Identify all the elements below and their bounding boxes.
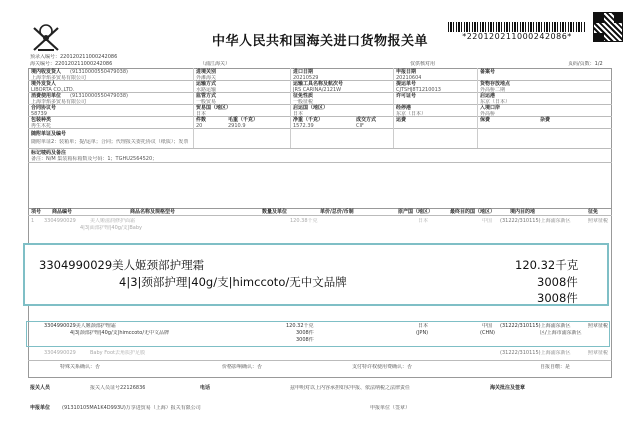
customs-emblem-icon bbox=[28, 20, 64, 56]
legal-statement: 兹申明对以上内容承担如实申报、依法纳税之法律责任 bbox=[290, 385, 411, 391]
col-item-no: 项号 bbox=[31, 209, 42, 215]
row4-name: Baby Foot去角质护足膜 bbox=[90, 350, 145, 356]
license-label: 许可证号 bbox=[396, 93, 417, 99]
agent-value: (91310105MA1K4D993U)万享进贸易（上海）报关有限公司 bbox=[62, 405, 201, 411]
supervision-label: 监管方式 bbox=[196, 93, 217, 99]
customs-note-label: 海关批注及签章 bbox=[490, 385, 526, 391]
row1-name: 美人姬滋润修护面霜 bbox=[90, 218, 136, 224]
customs-entry-number: 海关编号：220120211000242086 bbox=[30, 61, 113, 67]
declare-date-value: 20210604 bbox=[396, 75, 422, 81]
entry-port-value: 外高桥 bbox=[480, 111, 496, 117]
hl-origin: 日本 bbox=[418, 323, 429, 329]
levy-label: 征免性质 bbox=[293, 93, 314, 99]
consumer-code: (91310000550479038) bbox=[70, 93, 128, 99]
row4-district: (31222/310115)上海浦东新区 bbox=[500, 350, 571, 356]
zoom-net-weight: 120.32千克 bbox=[515, 258, 579, 272]
declarer-label: 报关人员 bbox=[30, 385, 51, 391]
row1-code: 3304990029 bbox=[44, 218, 76, 224]
import-date-value: 20210529 bbox=[293, 75, 319, 81]
report-tag: 仅供核对用 bbox=[410, 61, 436, 67]
declare-date-label: 申报日期 bbox=[396, 69, 417, 75]
customs-port: （浦江海关） bbox=[200, 61, 231, 67]
col-district: 境内目的地 bbox=[510, 209, 536, 215]
document-title: 中华人民共和国海关进口货物报关单 bbox=[212, 34, 429, 49]
consignee-label: 境内收发货人 bbox=[31, 69, 62, 75]
hl-qty-3: 3008件 bbox=[296, 337, 314, 343]
row1-dest: 中国 bbox=[482, 218, 493, 224]
gross-value: 2910.9 bbox=[228, 123, 246, 129]
row1-district: (31222/310115)上海浦东新区 bbox=[500, 218, 571, 224]
col-levy: 征免 bbox=[588, 209, 599, 215]
row1-origin: 日本 bbox=[418, 218, 429, 224]
consignee-name: 上海李焰多贸易有限公司 bbox=[31, 75, 87, 81]
col-hs-code: 商品编号 bbox=[52, 209, 73, 215]
pieces-value: 20 bbox=[196, 123, 203, 129]
storage-value: 外高桥二期 bbox=[480, 87, 506, 93]
marks-label: 标记唛码及备注 bbox=[31, 150, 67, 156]
vessel-label: 运输工具名称及航次号 bbox=[293, 81, 344, 87]
pieces-label: 件数 bbox=[196, 117, 207, 123]
pack-value: 再生木托 bbox=[31, 123, 52, 129]
deal-label: 成交方式 bbox=[356, 117, 377, 123]
hl-district: (31222/310115)上海浦东新区 bbox=[500, 323, 571, 329]
hl-origin-code: (JPN) bbox=[416, 330, 429, 336]
trade-country-value: 日本 bbox=[196, 111, 207, 117]
hl-code-name: 3304990029美人姬颈部护理霜 bbox=[44, 323, 116, 329]
royalty-confirm: 支付特许权使用费确认：否 bbox=[352, 364, 413, 370]
col-origin: 原产国（地区） bbox=[398, 209, 434, 215]
net-label: 净重（千克） bbox=[293, 117, 324, 123]
zoomed-item-callout bbox=[23, 243, 609, 306]
departure-port-value: 东京（日本） bbox=[480, 99, 511, 105]
shipper-label: 境外发货人 bbox=[31, 81, 57, 87]
marks-value: 备注：N/M 集装箱标箱数及号码：1；TGHU2564520； bbox=[31, 156, 158, 162]
col-quantity: 数量及单位 bbox=[262, 209, 288, 215]
seal-label: 申报单位（签章） bbox=[370, 405, 411, 411]
levy-value: 一般征税 bbox=[293, 99, 314, 105]
zoom-code-name: 3304990029美人姬颈部护理霜 bbox=[39, 258, 205, 272]
trade-country-label: 贸易国（地区） bbox=[196, 105, 232, 111]
self-report: 自报自缴：是 bbox=[540, 364, 571, 370]
hl-qty-2: 3008件 bbox=[296, 330, 314, 336]
insurance-label: 保费 bbox=[480, 117, 491, 123]
hl-dest-code: (CHN) bbox=[480, 330, 495, 336]
col-name-spec: 商品名称及规格型号 bbox=[130, 209, 176, 215]
row1-levy: 照章征税 bbox=[588, 218, 609, 224]
transport-value: 水路运输 bbox=[196, 87, 217, 93]
hl-district-2: 区/上海市浦东新区 bbox=[540, 330, 582, 336]
hl-spec: 4|3|颈部护理|40g/支|himccoto/无中文品牌 bbox=[70, 330, 170, 336]
bl-label: 提运单号 bbox=[396, 81, 417, 87]
vessel-value: JRS CARINA/2121W bbox=[293, 87, 342, 93]
special-relation: 特殊关系确认：否 bbox=[60, 364, 101, 370]
consignee-code: (91310000550479038) bbox=[70, 69, 128, 75]
port-value: 外滩海关 bbox=[196, 75, 217, 81]
contract-value: 58739 bbox=[31, 111, 47, 117]
phone-label: 电话 bbox=[200, 385, 211, 391]
gross-label: 毛重（千克） bbox=[228, 117, 259, 123]
via-port-label: 经停港 bbox=[396, 105, 412, 111]
price-influence: 价格影响确认：否 bbox=[222, 364, 263, 370]
entry-port-label: 入境口岸 bbox=[480, 105, 501, 111]
pack-label: 包装种类 bbox=[31, 117, 52, 123]
docs-value: 随附单证2：装箱单；提/运单；合同；代理报关委托协议（纸质）；发票 bbox=[31, 139, 189, 145]
contract-label: 合同协议号 bbox=[31, 105, 57, 111]
import-date-label: 进口日期 bbox=[293, 69, 314, 75]
deal-value: CIF bbox=[356, 123, 364, 129]
consumer-name: 上海李焰多贸易有限公司 bbox=[31, 99, 87, 105]
page-indicator: 页码/页数：1/2 bbox=[568, 61, 603, 67]
port-label: 进境关别 bbox=[196, 69, 217, 75]
qr-code-icon bbox=[593, 12, 623, 42]
pre-entry-number: 预录入编号：220120211000242086 bbox=[30, 54, 118, 60]
zoom-qty-2: 3008件 bbox=[537, 291, 578, 305]
misc-label: 杂费 bbox=[540, 117, 551, 123]
zoom-spec: 4|3|颈部护理|40g/支|himccoto/无中文品牌 bbox=[119, 275, 347, 289]
row1-qty: 120.38千克 bbox=[290, 218, 318, 224]
bl-value: CJTSHJ8T1210013 bbox=[396, 87, 441, 93]
hl-dest: 中国 bbox=[482, 323, 493, 329]
consumer-label: 消费使用单位 bbox=[31, 93, 62, 99]
departure-port-label: 启运港 bbox=[480, 93, 496, 99]
hl-qty-1: 120.32千克 bbox=[286, 323, 314, 329]
storage-label: 货物存放地点 bbox=[480, 81, 511, 87]
origin-country-label: 启运国（地区） bbox=[293, 105, 329, 111]
barcode-text: *220120211000242086* bbox=[446, 32, 588, 41]
origin-country-value: 日本 bbox=[293, 111, 304, 117]
zoom-qty-1: 3008件 bbox=[537, 275, 578, 289]
shipper-value: LIBORTA CO.,LTD. bbox=[31, 87, 75, 93]
col-destination: 最终目的国（地区） bbox=[450, 209, 496, 215]
row1-no: 1 bbox=[31, 218, 35, 224]
declarer-cert: 报关人员证号22126836 bbox=[90, 385, 146, 391]
col-price: 单价/总价/币制 bbox=[320, 209, 354, 215]
docs-label: 随附单证及编号 bbox=[31, 131, 67, 137]
freight-label: 运费 bbox=[396, 117, 407, 123]
row4-code: 3304990029 bbox=[44, 350, 76, 356]
via-port-value: 东京（日本） bbox=[396, 111, 427, 117]
transport-label: 运输方式 bbox=[196, 81, 217, 87]
supervision-value: 一般贸易 bbox=[196, 99, 217, 105]
hl-levy: 照章征税 bbox=[588, 323, 609, 329]
row1-spec: 4|3|面部护理|40g/支|Baby bbox=[80, 225, 142, 231]
record-label: 备案号 bbox=[480, 69, 496, 75]
net-value: 1572.39 bbox=[293, 123, 314, 129]
row4-levy: 照章征税 bbox=[588, 350, 609, 356]
agent-label: 申报单位 bbox=[30, 405, 51, 411]
